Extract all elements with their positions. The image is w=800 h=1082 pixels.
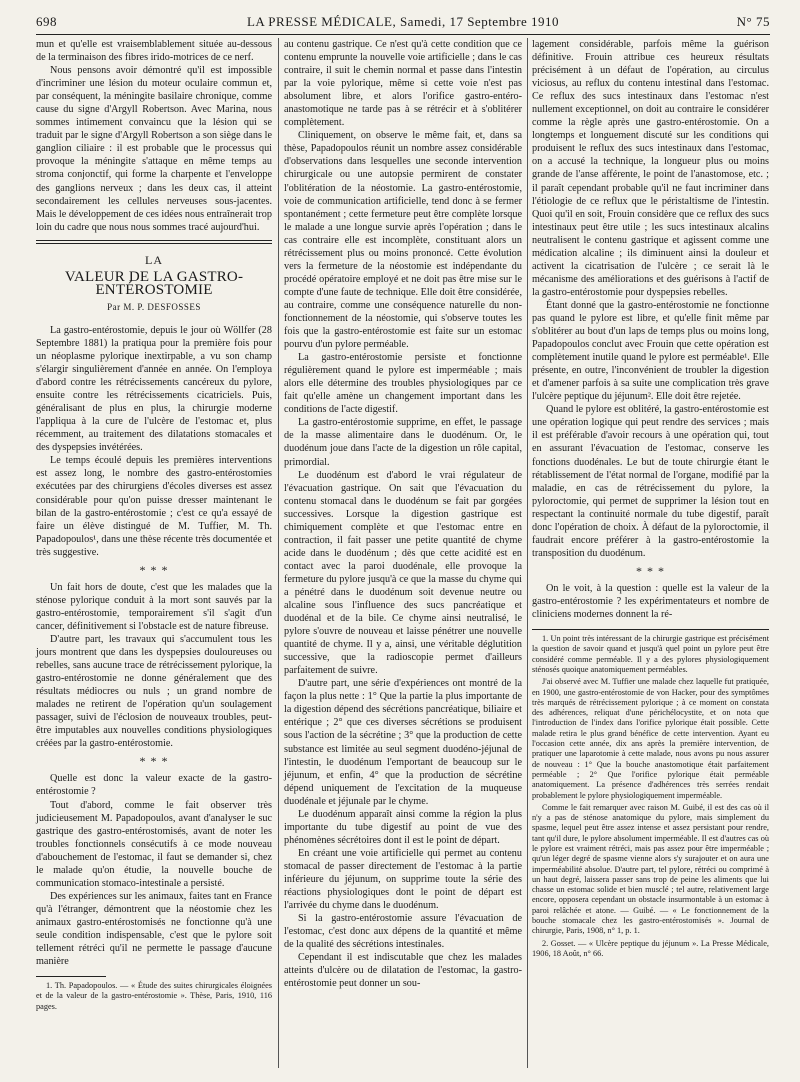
- paragraph: mun et qu'elle est vraisemblablement située au-dessous de la terminaison des fibres irido-motrices de ce nerf.: [36, 39, 272, 64]
- issue-number: N° 75: [736, 14, 770, 29]
- paragraph: La gastro-entérostomie supprime, en effet, le passage de la masse alimentaire dans le duodénum. Or, le duodénum joue dans l'acte de la digestion un rôle capital, primordial.: [284, 417, 522, 468]
- column-3: [532, 38, 769, 961]
- article-separator: [36, 243, 272, 244]
- article-title: VALEUR DE LA GASTRO-ENTÉROSTOMIE: [64, 268, 244, 298]
- paragraph: Quand le pylore est oblitéré, la gastro-entérostomie est une opération logique qui peut rendre des services ; mais il est préférable d'avoir recours à une opération qui, tout en assurant l'évacuation de l'estomac, conserve les fonctions duodénales. Le but de toute chirurgie étant le rétablissement de l'état normal de l'organe, modifié par la maladie, en cas de rétrécissement du pylore, la pyloroctomie, qui permet de supprimer la lésion tout en respectant la continuité normale du tube digestif, paraît donc l'opération de choix. À défaut de la pyloroctomie, il faudrait encore préférer à la gastro-entérostomie la transposition du duodénum.: [532, 404, 769, 559]
- paragraph: La gastro-entérostomie, depuis le jour où Wöllfer (28 Septembre 1881) la pratiqua pour la première fois pour un néoplasme pylorique inextirpable, a vu son champ s'élargir singulièrement d'année en année. On l'employa d'abord contre les rétrécissements cancéreux du pylore, ensuite contre les rétrécissements cicatriciels. Puis, généralisant de plus en plus, la chirurgie moderne l'appliqua à la cure de l'ulcère de l'estomac et, plus récemment, au traitement des dilatations stomacales et des dyspepsies invétérées.: [36, 324, 272, 454]
- paragraph: La gastro-entérostomie persiste et fonctionne régulièrement quand le pylore est imperméable ; mais alors elle détermine des troubles physiologiques par ce fait qu'elle amène un changement important dans les conditions de l'acte digestif.: [284, 352, 522, 416]
- paragraph: D'autre part, une série d'expériences ont montré de la façon la plus nette : 1° Que la partie la plus importante de la digestion dépend des sécrétions pancréatique, biliaire et entérique ; 2° que ces diverses sécrétions se produisent sous l'action de la sécrétine ; 3° que la production de cette substance est limitée au seul segment duodéno-jéjunal de l'intestin, le duodénum l'emportant de beaucoup sur le jéjunum, et enfin, 4° que la production de sécrétine dépend uniquement de l'excitation de la muqueuse duodénale et jéjunale par le chyme.: [284, 678, 522, 807]
- paragraph: Cependant il est indiscutable que chez les malades atteints d'ulcère ou de dilatation de l'estomac, la gastro-entérostomie peut donner un sou-: [284, 952, 522, 990]
- paragraph: D'autre part, les travaux qui s'accumulent tous les jours montrent que dans les dyspepsies douloureuses ou rebelles, sans aucune trace de rétrécissement pylorique, la gastro-entérostomie ne donne généralement que des résultats médiocres ou nuls ; un grand nombre de malades ne retirent de l'opération qu'un soulagement passager, suivi de l'éclosion de nouveaux troubles, peut-être imputables aux nouvelles conditions physiologiques créées par la gastro-entérostomie.: [36, 633, 272, 750]
- paragraph: Le duodénum apparaît ainsi comme la région la plus importante du tube digestif au point de vue des phénomènes sécrétoires dont il est le point de départ.: [284, 808, 522, 846]
- footnote-rule: [532, 629, 769, 630]
- paragraph: Cliniquement, on observe le même fait, et, dans sa thèse, Papadopoulos réunit un nombre assez considérable d'observations dans lesquelles une seconde intervention chirurgicale ou une autopsie permirent de constater l'oblitération de la néostomie. La gastro-entérostomie, voie de communication artificielle, tend donc à se fermer spontanément ; cette fermeture peut être complète lorsque le malade a une longue survie après l'opération ; dans le cas contraire elle est incomplète, constituant alors un rétrécissement plus ou moins prononcé. Cette évolution vers la fermeture de la néostomie est indépendante du procédé opératoire employé et ne doit pas être mise sur le compte d'une faute de technique. Elle doit être considérée, au contraire, comme une conséquence naturelle du non-fonctionnement de la néostomie, qui s'observe toutes les fois que la gastro-entérostomie est faite sur un estomac pourvu d'un pylore perméable.: [284, 130, 522, 351]
- section-break: * * *: [139, 754, 169, 769]
- footnote: 1. Th. Papadopoulos. — « Étude des suites chirurgicales éloignées et de la valeur de la gastro-entérostomie ». Thèse, Paris, 1910, 116 pages.: [36, 981, 272, 1011]
- page-number: 698: [36, 14, 57, 29]
- paragraph: En créant une voie artificielle qui permet au contenu stomacal de passer directement de l'estomac à la partie inférieure du jéjunum, on supprime toute la série des réactions physiologiques dont le point de départ est l'arrivée du chyme dans le duodénum.: [284, 847, 522, 912]
- paragraph: au contenu gastrique. Ce n'est qu'à cette condition que ce contenu emprunte la nouvelle voie artificielle ; dans le cas contraire, il suit le chemin normal et passe dans l'intestin par la voie pylorique, même si cette voie n'est pas absolument libre, et alors l'orifice gastro-entéro-anastomotique ne tarde pas à se rétrécir et à s'oblitérer complètement.: [284, 39, 522, 129]
- paragraph: Le duodénum est d'abord le vrai régulateur de l'évacuation gastrique. On sait que l'évacuation du contenu stomacal dans le duodénum se fait par gorgées successives. Lorsque la digestion gastrique est chimiquement complète et que l'estomac entre en contraction, il fait passer une petite quantité de chyme acide dans le duodénum ; dès que cette acidité est en contact avec la paroi duodénale, elle provoque la fermeture du pylore jusqu'à ce que la masse du chyme qui a pénétré dans le duodénum soit devenue neutre ou alcaline sous l'influence des sucs pancréatique et duodénal et de la bile. Ce chyme ainsi neutralisé, le pylore s'ouvre de nouveau et laisse pénétrer une nouvelle quantité de chyme. Il y a, ainsi, une véritable déglutition successive, que la radioscopie permet d'ailleurs parfaitement de suivre.: [284, 469, 522, 677]
- journal-title: LA PRESSE MÉDICALE, Samedi, 17 Septembre 1910: [246, 14, 560, 29]
- article-author: Par M. P. DESFOSSES: [107, 301, 201, 312]
- page-header: [36, 14, 770, 32]
- column-2: [284, 38, 522, 990]
- paragraph: Nous pensons avoir démontré qu'il est impossible d'incriminer une lésion du moteur oculaire commun et, par conséquent, la méningite basilaire chronique, comme cause du signe d'Argyll Robertson. Avec Marina, nous sommes intimement convaincu que la lésion qui se traduit par le signe d'Argyll Robertson a son siège dans le ganglion ciliaire : il est probable que le processus qui provoque la méningite s'attaque en même temps au stroma conjonctif, qui forme la charpente et l'enveloppe des ganglions nerveux ; dans les deux cas, il atteint secondairement les cellules nerveuses sous-jacentes. Mais le développement de ces idées nous entraînerait trop loin du cadre que nous nous sommes tracé aujourd'hui.: [36, 65, 272, 233]
- paragraph: Si la gastro-entérostomie assure l'évacuation de l'estomac, c'est donc aux dépens de la quantité et même de la qualité des sécrétions intestinales.: [284, 913, 522, 951]
- footnote: 2. Gosset. — « Ulcère peptique du jéjunum ». La Presse Médicale, 1906, 18 Août, n° 66.: [532, 938, 769, 958]
- paragraph: Le temps écoulé depuis les premières interventions est assez long, le nombre des gastro-entérostomies exécutées par des chirurgiens d'écoles diverses est assez considérable pour qu'on puisse dresser maintenant le bilan de la gastro-entérostomie ; c'est ce qu'a essayé de faire un élève distingué de M. Tuffier, M. Th. Papadopoulos¹, dans une thèse récente très documentée et très suggestive.: [36, 455, 272, 558]
- paragraph: Tout d'abord, comme le fait observer très judicieusement M. Papadopoulos, avant d'analyser le suc gastrique des gastro-entérostomisés, avant de noter les troubles fonctionnels consécutifs à ce mode nouveau d'abouchement de l'estomac, il faut se demander si, chez le malade qu'on étudie, la nouvelle bouche de communication stomaco-intestinale a persisté.: [36, 799, 272, 889]
- footnote: 1. Un point très intéressant de la chirurgie gastrique est précisément la question de savoir quand et jusqu'à quel point un pylore peut être considéré comme perméable. Il y a des pylores physiologiquement sténosés quoique anatomiquement perméables.: [532, 634, 769, 674]
- footnotes: [36, 981, 272, 1012]
- footnote: Comme le fait remarquer avec raison M. Guibé, il est des cas où il n'y a pas de sténose anatomique du pylore, mais simplement du spasme, lequel peut être assez intense et assez persistant pour rendre, tant qu'il dure, le pylore absolument imperméable. Il est d'autres cas où le pylore est vraiment rétréci, mais pas assez pour être imperméable ; qu'un léger degré de spasme vienne alors s'y surajouter et on aura une imperméabilité absolue. D'autre part, tel pylore, rétréci ou comprimé à un haut degré, laissera passer sans trop de peine les aliments que lui chasse un estomac solide et bien musclé ; tel autre, relativement large encore, opposera cependant un obstacle insurmontable à un estomac à paroi relâchée et atone. — Guibé. — « Le fonctionnement de la bouche stomacale chez les gastro-entérostomisés ». Journal de chirurgie, Paris, 1908, n° 1, p. 1.: [532, 802, 769, 936]
- footnote: J'ai observé avec M. Tuffier une malade chez laquelle fut pratiquée, en 1900, une gastro-entérostomie de von Hacker, pour des symptômes très marqués de rétrécissement pylorique ; à ce moment on constata des adhérences, reliquat d'une périchélocystite, et on nota que l'introduction de l'index dans l'orifice pylorique était possible. Cette malade retira le plus grand bénéfice de cette intervention. Ayant eu l'occasion cette année, dix ans après la première intervention, de pratiquer une laparotomie à cette malade, nous avons pu nous assurer de nouveau : 1° Que la bouche anastomotique était parfaitement perméable ; 2° Que l'orifice pylorique était perméable anatomiquement. La présence d'adhérences très serrées rendait probablement le pylore physiologiquement imperméable.: [532, 677, 769, 800]
- column-divider: [527, 38, 528, 1068]
- column-divider: [278, 38, 279, 1068]
- section-break: * * *: [139, 562, 169, 577]
- paragraph: Étant donné que la gastro-entérostomie ne fonctionne pas quand le pylore est libre, et qu'elle finit même par s'oblitérer au bout d'un laps de temps plus ou moins long, Papadopoulos conclut avec Frouin que cette opération est complètement inutile quand le pylore est perméable¹. Elle présente, en outre, l'inconvénient de troubler la digestion et d'amener parfois à sa suite une complication très grave l'ulcère peptique du jéjunum². Elle doit être rejetée.: [532, 299, 769, 403]
- paragraph: lagement considérable, parfois même la guérison définitive. Frouin attribue ces heureux résultats précisément à un défaut de l'opération, au circulus viciosus, au reflux du contenu intestinal dans l'estomac. Ce reflux des sucs intestinaux dans l'estomac n'est nullement exceptionnel, on doit au contraire le considérer comme la règle après une gastro-entérostomie. On a longtemps et longuement discuté sur les conditions qui produisent le reflux des sucs intestinaux dans l'estomac, on a accusé la technique, la longueur plus ou moins grande de l'anse afférente, le point de l'anastomose, etc. ; il paraît cependant probable qu'il ne faut incriminer dans l'étiologie de ce reflux que le péristaltisme de l'intestin. Quoi qu'il en soit, Frouin considère que ce reflux des sucs intestinaux peut être utile ; les sucs intestinaux alcalins neutralisent le contenu gastrique et agissent comme une médication alcaline ; ils diminuent ainsi la douleur et activent la cicatrisation de l'ulcère ; ce serait là le mécanisme des améliorations et des guérisons à l'actif de la gastro-entérostomie pour dyspepsies rebelles.: [532, 39, 769, 298]
- paragraph: Quelle est donc la valeur exacte de la gastro-entérostomie ?: [36, 773, 272, 798]
- footnote-rule: [36, 976, 106, 977]
- article-separator: [36, 240, 272, 241]
- section-break: * * *: [636, 563, 665, 578]
- paragraph: On le voit, à la question : quelle est la valeur de la gastro-entérostomie ? les expérimentateurs et nombre de cliniciens modernes donnent la ré-: [532, 582, 769, 621]
- paragraph: Des expériences sur les animaux, faites tant en France qu'à l'étranger, démontrent que la néostomie chez les animaux gastro-entérostomisés ne fonctionne qu'à une seule condition indispensable, c'est que le pylore soit tellement rétréci qu'il ne permette le passage d'aucune manière: [36, 890, 272, 968]
- paragraph: Un fait hors de doute, c'est que les malades que la sténose pylorique conduit à la mort sont sauvés par la gastro-entérostomie, temporairement s'il s'agit d'un cancer, définitivement si l'obstacle est de nature fibreuse.: [36, 581, 272, 632]
- footnotes: [532, 634, 769, 959]
- header-rule: [36, 34, 770, 35]
- article-label: LA: [145, 252, 163, 267]
- column-1: [36, 38, 272, 1014]
